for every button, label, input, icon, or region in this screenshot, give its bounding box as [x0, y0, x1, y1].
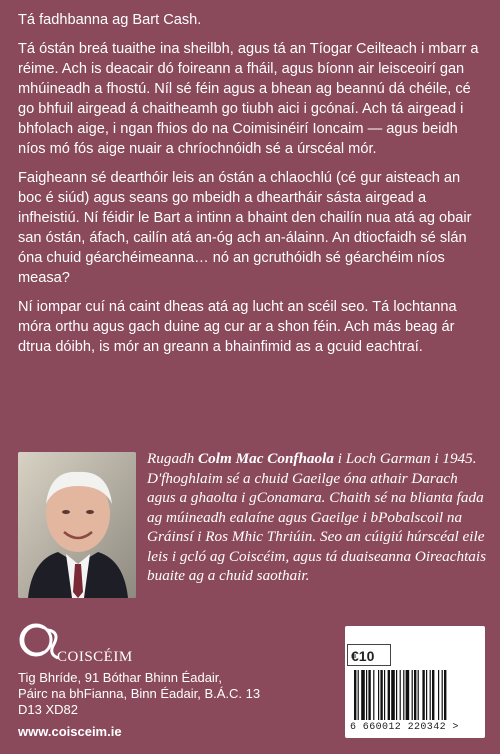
bio-text: i Loch Garman i 1945. D'fhoghlaim sé a chuid Gaeilge óna athair Darach agus a ghaolta i gConamara. Chaith sé na blianta fada ag múineadh ealaíne agus Gaeilge i bPobalscoil na Gráinsí i Ros Mhic Thriúin. Seo an cúigiú húrscéal eile leis i gcló ag Coiscéim, agus tá duaiseanna Oireachtais buaite ag a chuid saothair.: [147, 450, 487, 584]
publisher-website-link[interactable]: www.coisceim.ie: [18, 724, 122, 739]
blurb-paragraph-1: Tá fadhbanna ag Bart Cash.: [18, 12, 202, 28]
address-line-2: Páirc na bhFianna, Binn Éadair, B.Á.C. 13: [18, 686, 261, 701]
blurb-paragraph-2: Tá óstán breá tuaithe ina sheilbh, agus tá an Tíogar Ceilteach i mbarr a réime. Ach is deacair dó foireann a fháil, agus bíonn air leisceoirí gan mhúineadh a fhostú. Níl sé féin agus a bhean ag beannú dá chéile, cé go bhfuil airgead á chaitheamh go tiubh aici i gcónaí. Ach tá airgead i bhfolach aige, i ngan fhios do na Coimisinéirí Ioncaim — agus beidh níos mó fós aige nuair a chríochnóidh sé a úrscéal mór.: [18, 41, 479, 157]
barcode-digits: 6 660012 220342 >: [350, 722, 459, 733]
publisher-address: [18, 670, 338, 740]
price-label: €10: [351, 648, 375, 664]
back-cover-blurb: [18, 10, 486, 366]
author-name: Colm Mac Confhaola: [198, 450, 334, 467]
publisher-name: COISCÉIM: [57, 649, 133, 665]
barcode-icon: [354, 670, 478, 720]
author-portrait-image: [18, 452, 136, 598]
address-line-3: D13 XD82: [18, 702, 78, 717]
address-line-1: Tig Bhríde, 91 Bóthar Bhinn Éadair,: [18, 670, 223, 685]
author-bio: [147, 449, 487, 586]
blurb-paragraph-4: Ní iompar cuí ná caint dheas atá ag lucht an scéil seo. Tá lochtanna móra orthu agus gach duine ag cur ar a shon féin. Ach más beag ár dtrua dóibh, is mór an greann a bhainfimid as a gcuid eachtraí.: [18, 299, 457, 355]
author-photo: [18, 452, 136, 598]
bio-prefix: Rugadh: [147, 450, 199, 467]
blurb-paragraph-3: Faigheann sé dearthóir leis an óstán a chlaochlú (cé gur aisteach an boc é siúd) agus seans go mbeidh a dheartháir sásta airgead a infheistiú. Ní féidir le Bart a intinn a bhaint den chailín nua atá ag obair san óstán, áfach, cailín atá an-óg ach an-álainn. An dtiocfaidh sé slán óna chuid géarchéimeanna… nó an gcruthóidh sé géarchéim níos measa?: [18, 170, 472, 286]
